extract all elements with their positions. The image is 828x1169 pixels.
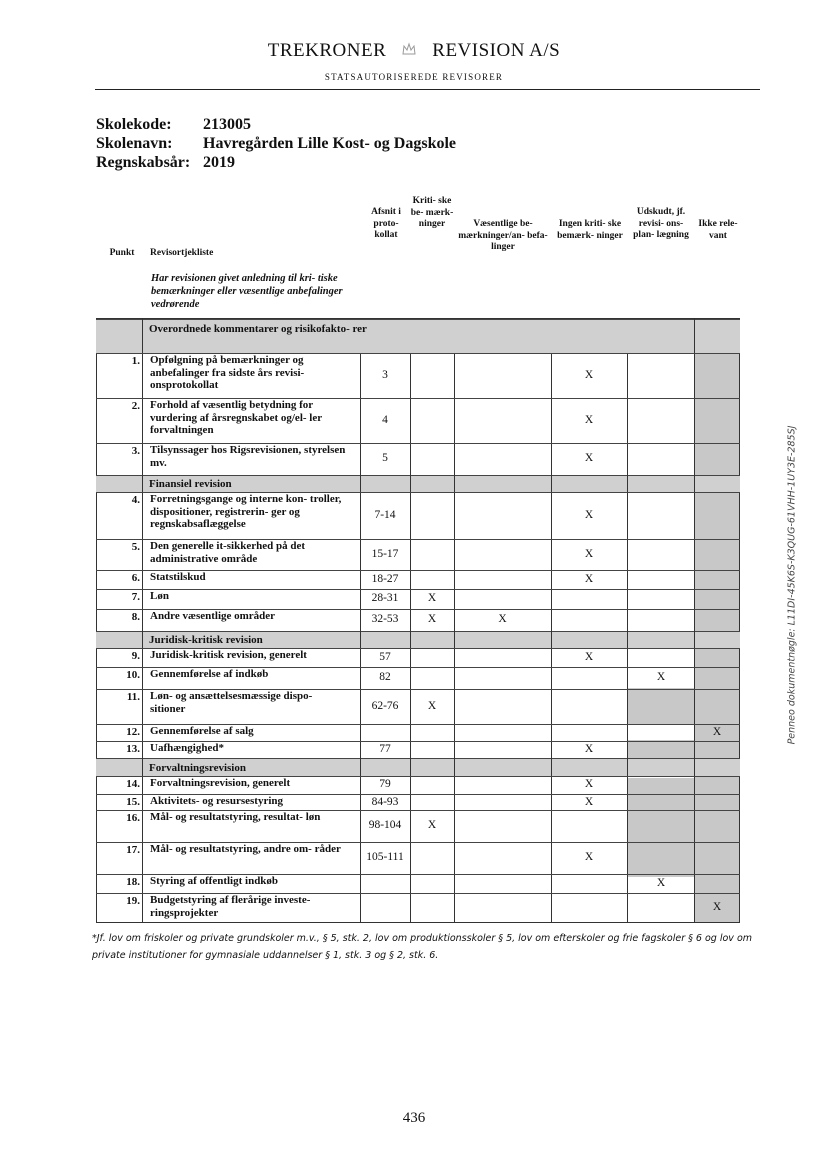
- cell-afsnit: 82: [379, 671, 391, 683]
- header-divider: [95, 89, 760, 90]
- cell-afsnit: 79: [379, 778, 391, 790]
- crown-logo-icon: [400, 40, 418, 58]
- row-number: 5.: [131, 541, 140, 553]
- cell-udskudt: X: [656, 876, 666, 889]
- row-number: 13.: [126, 743, 140, 755]
- cell-ingen: X: [584, 851, 594, 863]
- row-number: 7.: [131, 591, 140, 603]
- cell-ingen: X: [584, 743, 594, 755]
- cell-ingen: X: [584, 650, 594, 663]
- row-number: 12.: [126, 726, 140, 738]
- row-number: 18.: [126, 876, 140, 888]
- cell-ingen: X: [584, 508, 594, 521]
- cell-ingen: X: [584, 547, 594, 560]
- checklist-question: Har revisionen givet anledning til kri- tiske bemærkninger eller væsentlige anbefalinger vedrørende: [151, 273, 343, 310]
- cell-kritiske: X: [427, 819, 437, 831]
- cell-afsnit: 105-111: [366, 851, 404, 863]
- row-number: 9.: [131, 650, 140, 662]
- row-text: Andre væsentlige områder: [150, 610, 276, 622]
- cell-kritiske: X: [427, 613, 437, 625]
- row-text: Statstilskud: [150, 571, 206, 583]
- row-text: Forhold af væsentlig betydning for vurdering af årsregnskabet og/el- ler forvaltningen: [150, 399, 322, 436]
- row-text: Løn- og ansættelsesmæssige dispo- sitioner: [150, 690, 313, 715]
- school-name: Skolenavn: Havregården Lille Kost- og Dagskole: [96, 135, 457, 152]
- row-text: Aktivitets- og resursestyring: [150, 795, 283, 807]
- cell-afsnit: 4: [382, 413, 388, 426]
- column-header-afsnit: Afsnit i proto- kollat: [371, 207, 401, 240]
- cell-afsnit: 18-27: [371, 572, 399, 585]
- row-number: 17.: [126, 844, 140, 856]
- row-number: 6.: [131, 572, 140, 584]
- row-text: Uafhængighed*: [150, 742, 224, 754]
- cell-vaesentlige: X: [498, 613, 507, 625]
- cell-ingen: X: [584, 572, 594, 585]
- cell-afsnit: 15-17: [371, 547, 399, 560]
- row-text: Mål- og resultatstyring, andre om- råder: [150, 843, 341, 855]
- cell-afsnit: 57: [379, 650, 391, 663]
- section-overordnede: Overordnede kommentarer og risikofakto- rer: [96, 319, 740, 353]
- column-header-punkt: Punkt: [109, 248, 135, 258]
- row-text: Forretningsgange og interne kon- troller, dispositioner, registrerin- ger og regnskabsaflæggelse: [150, 493, 342, 530]
- row-text: Styring af offentligt indkøb: [150, 875, 279, 887]
- cell-afsnit: 84-93: [371, 796, 399, 808]
- row-number: 10.: [126, 669, 140, 681]
- cell-afsnit: 62-76: [371, 699, 399, 712]
- row-number: 4.: [131, 494, 140, 506]
- school-code: Skolekode: 213005: [96, 116, 251, 133]
- section-forvaltning: Forvaltningsrevision: [96, 758, 740, 776]
- row-text: Budgetstyring af flerårige investe- ringsprojekter: [150, 894, 311, 919]
- row-text: Juridisk-kritisk revision, generelt: [150, 649, 307, 661]
- company-name: TREKRONER REVISION A/S: [267, 40, 561, 61]
- row-text: Gennemførelse af salg: [150, 725, 254, 737]
- column-header-udskudt: Udskudt, jf. revisi- ons- plan- lægning: [633, 207, 689, 240]
- row-number: 11.: [126, 691, 140, 703]
- cell-ikke: X: [712, 900, 722, 913]
- column-header-ingen-kritiske: Ingen kriti- ske bemærk- ninger: [557, 219, 623, 241]
- row-number: 15.: [126, 796, 140, 808]
- cell-ingen: X: [584, 778, 594, 790]
- footnote: *Jf. lov om friskoler og private grundskoler m.v., § 5, stk. 2, lov om produktionsskoler § 5, lov om efterskoler og frie fagskoler § 6 og lov om private institutioner for gymnasiale uddannelser § 1, stk. 3 og § 2, stk. 6.: [92, 933, 753, 961]
- row-text: Gennemførelse af indkøb: [150, 668, 269, 680]
- company-subtitle: STATSAUTORISEREDE REVISORER: [324, 72, 504, 82]
- fiscal-year: Regnskabsår: 2019: [96, 154, 235, 171]
- row-number: 2.: [131, 400, 140, 412]
- row-number: 19.: [126, 895, 140, 907]
- cell-afsnit: 32-53: [371, 613, 399, 625]
- cell-ingen: X: [584, 452, 594, 464]
- cell-ingen: X: [584, 368, 594, 381]
- cell-udskudt: X: [656, 671, 666, 683]
- cell-ikke: X: [712, 726, 722, 738]
- row-text: Tilsynssager hos Rigsrevisionen, styrelsen mv.: [150, 444, 346, 469]
- row-text: Den generelle it-sikkerhed på det administrative område: [150, 540, 306, 565]
- cell-afsnit: 5: [382, 452, 388, 464]
- cell-afsnit: 7-14: [374, 508, 396, 521]
- section-juridisk: Juridisk-kritisk revision: [96, 631, 740, 648]
- row-text: Løn: [150, 590, 169, 602]
- section-finansiel: Finansiel revision: [96, 475, 740, 492]
- cell-ingen: X: [584, 413, 594, 426]
- row-text: Opfølgning på bemærkninger og anbefalinger fra sidste års revisi- onsprotokollat: [150, 354, 305, 391]
- cell-kritiske: X: [427, 699, 437, 712]
- row-number: 16.: [126, 812, 140, 824]
- row-number: 14.: [126, 778, 140, 790]
- column-header-vaesentlige: Væsentlige be- mærkninger/an- befa- linger: [458, 219, 548, 252]
- row-number: 3.: [131, 445, 140, 457]
- cell-afsnit: 28-31: [371, 592, 399, 604]
- cell-afsnit: 3: [382, 368, 388, 381]
- column-header-kritiske: Kriti- ske be- mærk- ninger: [410, 196, 454, 229]
- row-number: 8.: [131, 611, 140, 623]
- cell-afsnit: 98-104: [368, 819, 402, 831]
- column-header-revisortjekliste: Revisortjekliste: [150, 248, 214, 258]
- page-number: 436: [402, 1110, 426, 1126]
- cell-kritiske: X: [427, 592, 437, 604]
- row-text: Forvaltningsrevision, generelt: [150, 777, 291, 789]
- row-number: 1.: [131, 355, 140, 367]
- cell-afsnit: 77: [379, 743, 391, 755]
- column-header-ikke-relevant: Ikke rele- vant: [698, 219, 738, 241]
- row-text: Mål- og resultatstyring, resultat- løn: [150, 811, 321, 823]
- cell-ingen: X: [584, 796, 594, 808]
